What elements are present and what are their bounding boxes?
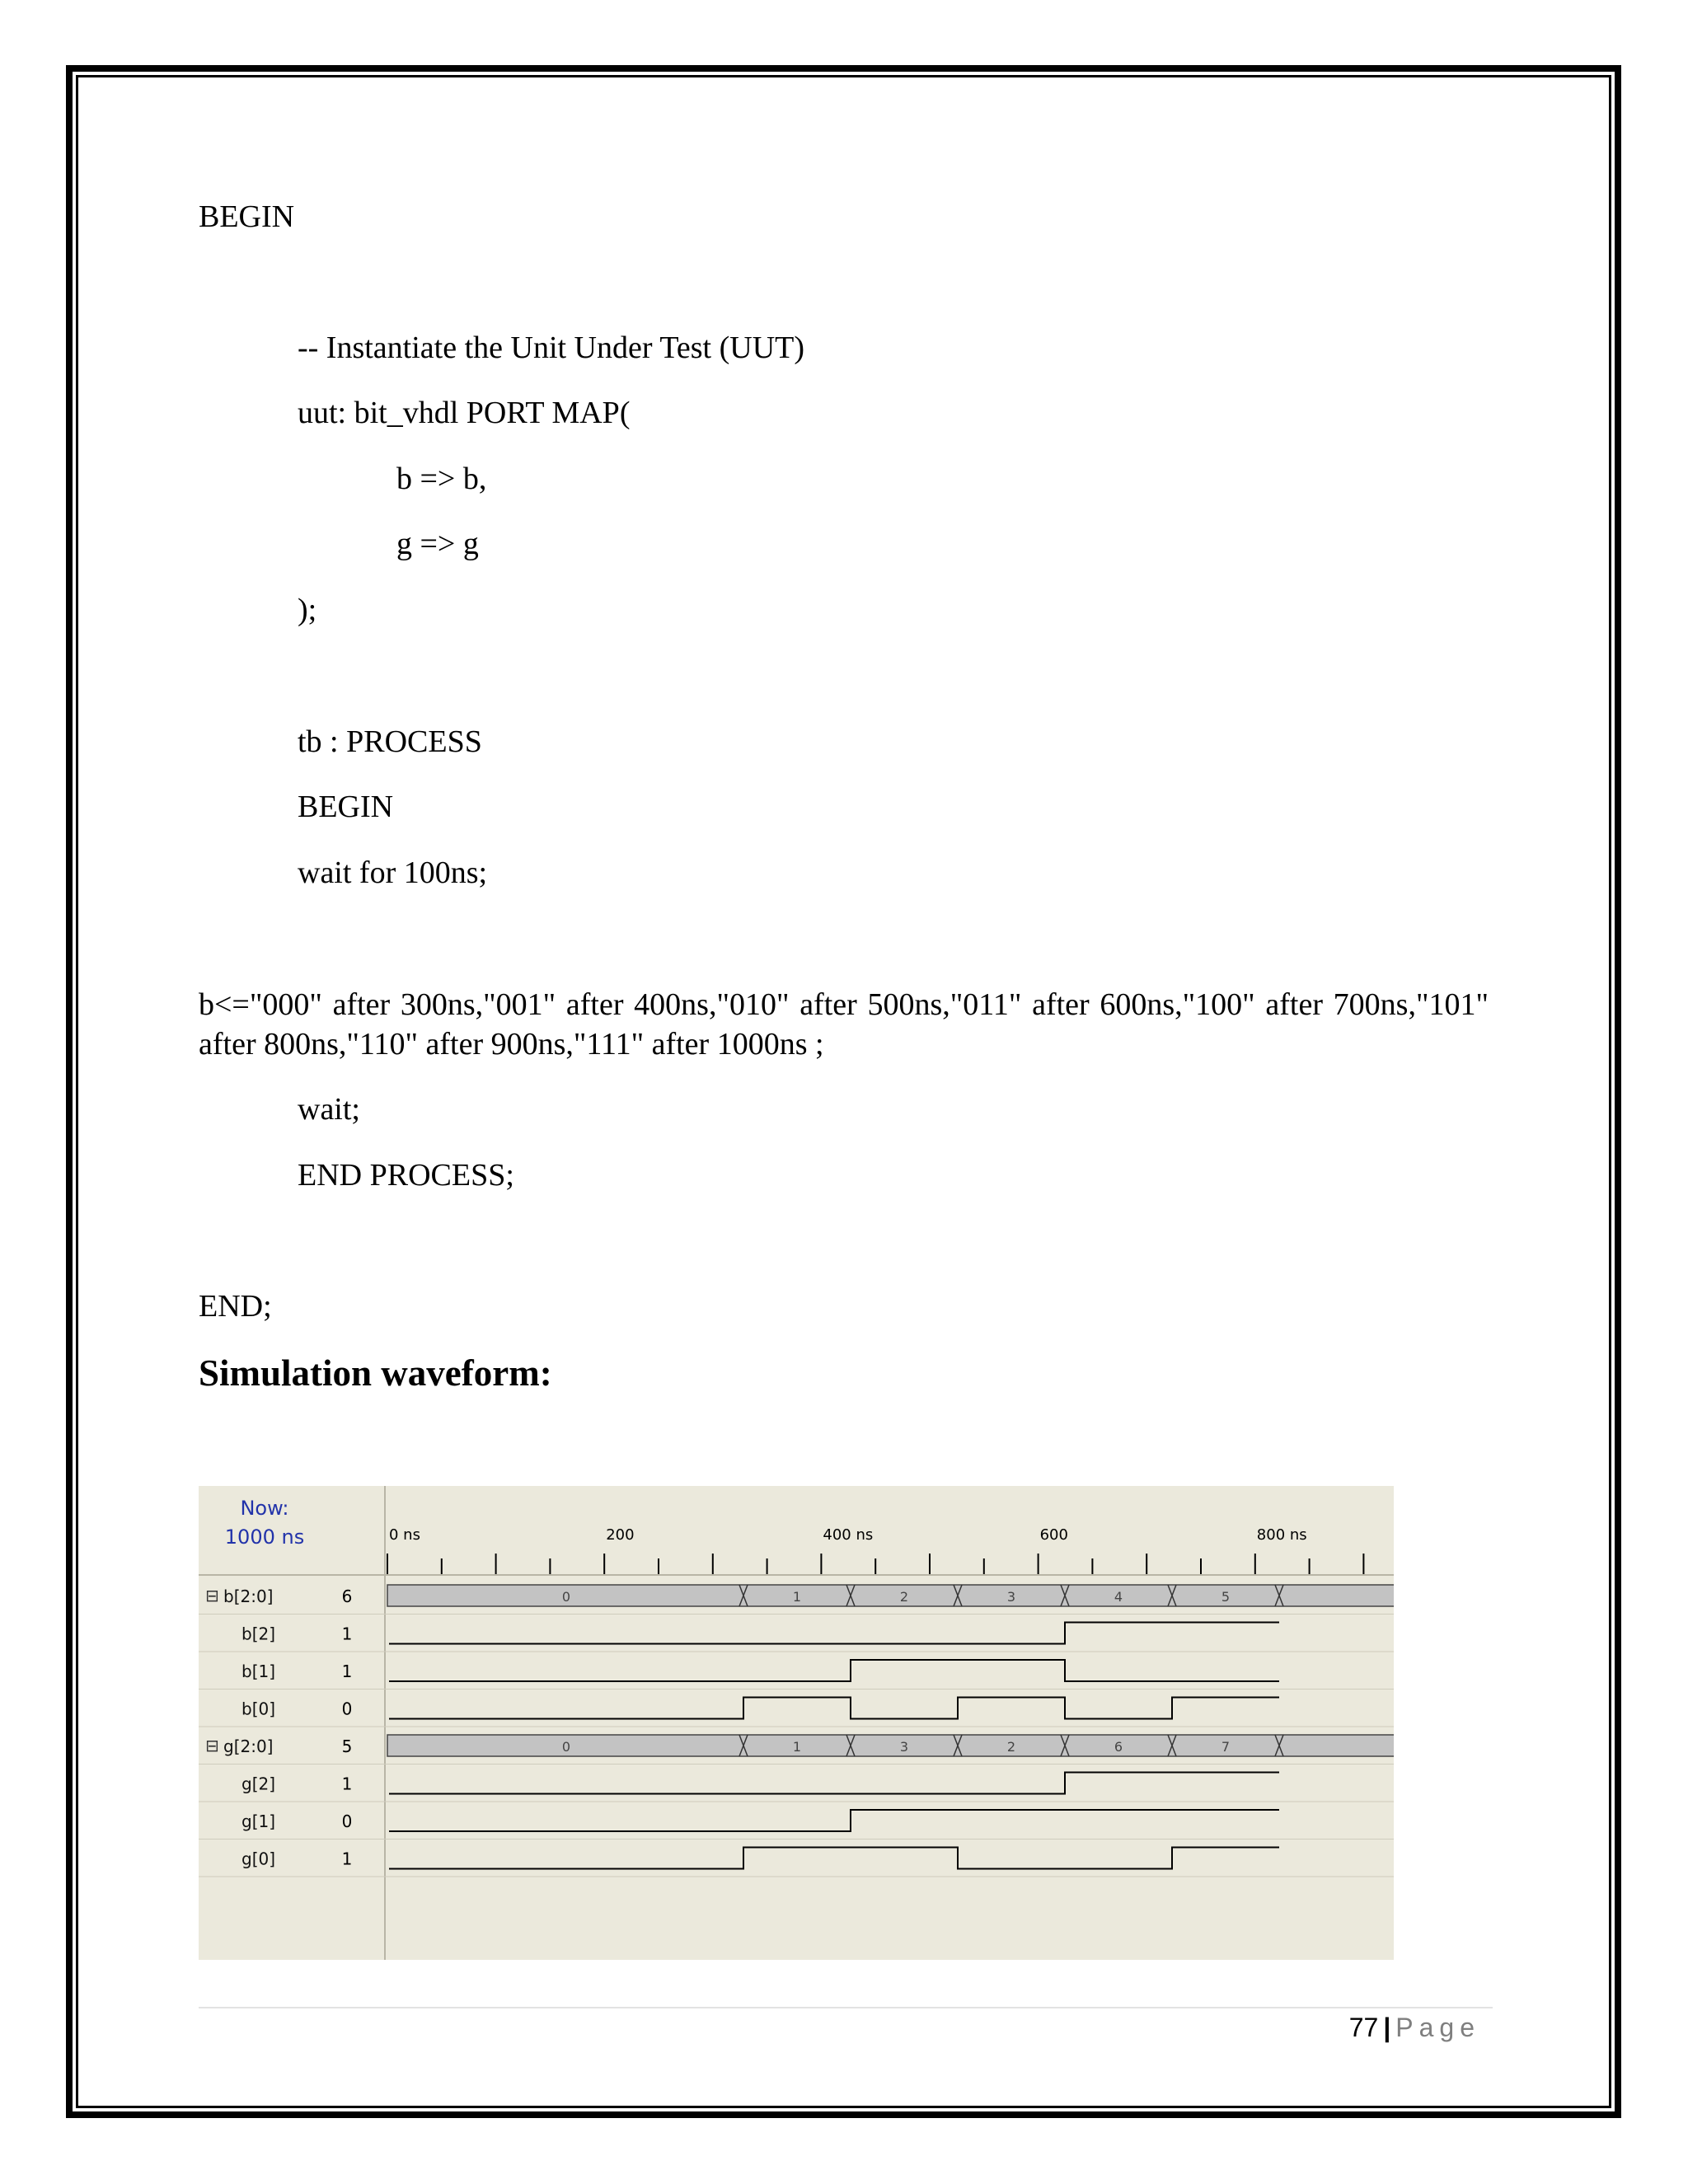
footer-separator: | (1383, 2013, 1391, 2042)
now-value: 1000 ns (224, 1526, 305, 1549)
code-map-b: b => b, (396, 462, 487, 496)
signal-name: b[2] (241, 1624, 276, 1644)
signal-name: g[0] (241, 1849, 276, 1869)
code-end: END; (199, 1289, 272, 1324)
code-map-g: g => g (396, 527, 479, 561)
waveform-canvas (199, 1486, 1394, 1960)
signal-value: 5 (341, 1736, 353, 1756)
bit-waveform (389, 1810, 1279, 1831)
bus-value: 1 (792, 1589, 802, 1605)
signal-name: b[2:0] (223, 1586, 274, 1606)
bus-value: 7 (1221, 1739, 1231, 1755)
signal-name: b[1] (241, 1661, 276, 1681)
page-word: Page (1395, 2013, 1480, 2042)
time-label: 0 ns (389, 1526, 420, 1544)
expand-icon: ⊟ (205, 1586, 219, 1605)
code-end-process: END PROCESS; (298, 1158, 514, 1193)
bus-value: 0 (561, 1739, 571, 1755)
footer-rule (199, 2007, 1493, 2008)
code-close: ); (298, 593, 317, 627)
code-comment: -- Instantiate the Unit Under Test (UUT) (298, 330, 805, 365)
signal-value: 0 (341, 1811, 353, 1831)
bus-value: 3 (899, 1739, 909, 1755)
bus-value: 6 (1114, 1739, 1123, 1755)
signal-value: 1 (341, 1661, 353, 1681)
bit-waveform (389, 1623, 1279, 1644)
bus-value: 2 (899, 1589, 909, 1605)
code-assignment: b<="000" after 300ns,"001" after 400ns,"010" after 500ns,"011" after 600ns,"100" after 700ns,"101" after 800ns,"110" after 900ns,"111" after 1000ns ; (199, 987, 1489, 1062)
signal-value: 6 (341, 1586, 353, 1606)
bit-waveform (389, 1660, 1279, 1681)
bus-value: 1 (792, 1739, 802, 1755)
time-label: 600 (1039, 1526, 1068, 1544)
time-label: 400 ns (823, 1526, 874, 1544)
bus-band (387, 1735, 1394, 1756)
bus-value: 5 (1221, 1589, 1231, 1605)
code-wait-for: wait for 100ns; (298, 855, 488, 890)
signal-value: 0 (341, 1699, 353, 1719)
bus-value: 3 (1006, 1589, 1016, 1605)
expand-icon: ⊟ (205, 1736, 219, 1755)
now-label: Now: (240, 1497, 289, 1520)
signal-name: g[1] (241, 1811, 276, 1831)
simulation-waveform (199, 1486, 1394, 1960)
bit-waveform (389, 1698, 1279, 1719)
code-uut: uut: bit_vhdl PORT MAP( (298, 396, 631, 430)
code-wait: wait; (298, 1092, 360, 1127)
signal-value: 1 (341, 1849, 353, 1869)
bus-value: 0 (561, 1589, 571, 1605)
signal-value: 1 (341, 1774, 353, 1794)
page-number: 77 (1348, 2013, 1379, 2042)
code-process: tb : PROCESS (298, 724, 482, 759)
code-begin: BEGIN (199, 199, 295, 234)
bus-band (387, 1585, 1394, 1606)
code-begin2: BEGIN (298, 790, 394, 824)
bit-waveform (389, 1773, 1279, 1794)
time-label: 200 (606, 1526, 635, 1544)
section-heading: Simulation waveform: (199, 1352, 552, 1394)
time-label: 800 ns (1256, 1526, 1307, 1544)
signal-value: 1 (341, 1624, 353, 1644)
bus-value: 4 (1114, 1589, 1123, 1605)
bit-waveform (389, 1848, 1279, 1869)
signal-name: b[0] (241, 1699, 276, 1719)
page-footer (1349, 2013, 1480, 2043)
bus-value: 2 (1006, 1739, 1016, 1755)
signal-name: g[2:0] (223, 1736, 274, 1756)
signal-name: g[2] (241, 1774, 276, 1794)
